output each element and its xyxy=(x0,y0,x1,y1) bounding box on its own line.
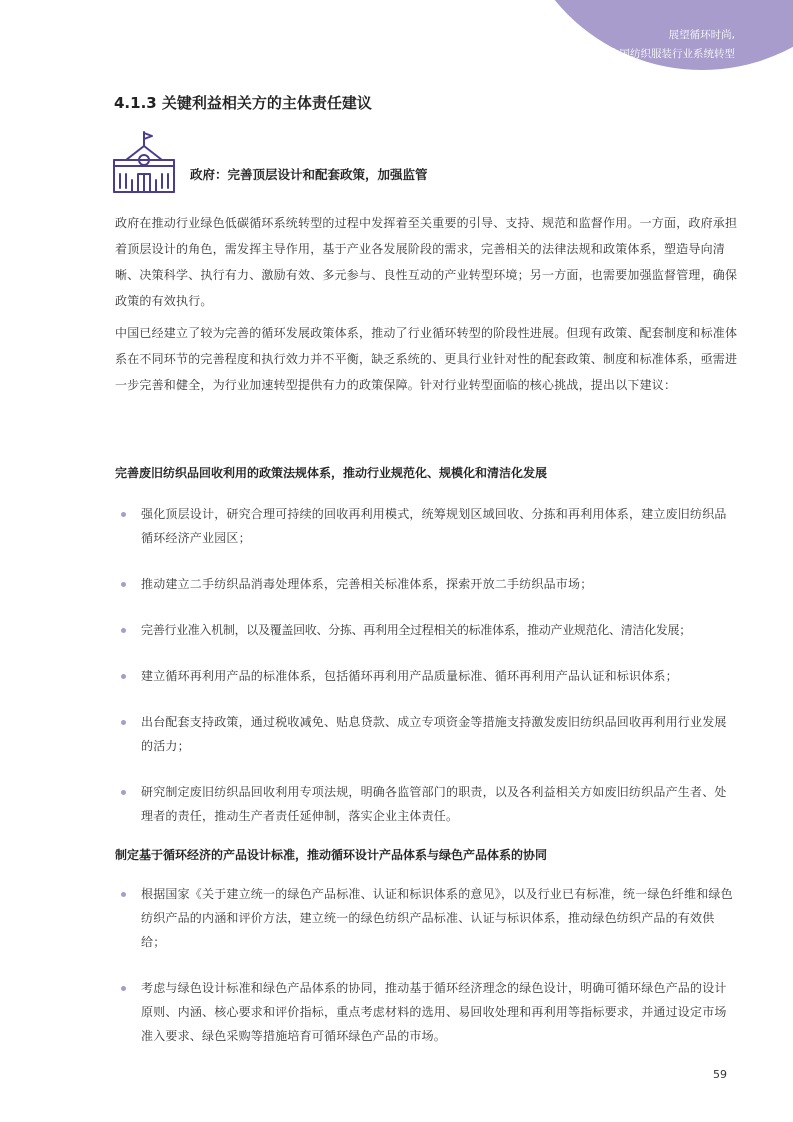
bullet-list-2 xyxy=(117,882,737,1070)
government-heading: 政府：完善顶层设计和配套政策，加强监管 xyxy=(190,167,428,182)
header-tagline-line2: 加速中国纺织服装行业系统转型 xyxy=(588,48,735,60)
list-item-text: 考虑与绿色设计标准和绿色产品体系的协同，推动基于循环经济理念的绿色设计，明确可循环绿色产品的设计原则、内涵、核心要求和评价指标，重点考虑材料的选用、易回收处理和再利用等指标要求，并通过设定市场准入要求、绿色采购等措施培育可循环绿色产品的市场。 xyxy=(141,981,727,1043)
page-number: 59 xyxy=(713,1068,727,1081)
list-item xyxy=(117,976,737,1048)
list-item xyxy=(117,882,737,954)
bullet-dot-icon xyxy=(121,674,126,679)
list-item xyxy=(117,618,737,642)
list-item-text: 推动建立二手纺织品消毒处理体系，完善相关标准体系，探索开放二手纺织品市场； xyxy=(141,577,593,591)
subsection-heading-1: 完善废旧纺织品回收利用的政策法规体系，推动行业规范化、规模化和清洁化发展 xyxy=(115,466,548,480)
government-building-icon xyxy=(112,130,176,194)
subsection-heading-2: 制定基于循环经济的产品设计标准，推动循环设计产品体系与绿色产品体系的协同 xyxy=(115,848,548,862)
bullet-dot-icon xyxy=(121,720,126,725)
list-item xyxy=(117,502,737,550)
list-item xyxy=(117,572,737,596)
bullet-dot-icon xyxy=(121,986,126,991)
list-item-text: 强化顶层设计，研究合理可持续的回收再利用模式，统筹规划区域回收、分拣和再利用体系，建立废旧纺织品循环经济产业园区； xyxy=(141,507,727,545)
list-item-text: 根据国家《关于建立统一的绿色产品标准、认证和标识体系的意见》，以及行业已有标准，统一绿色纤维和绿色纺织产品的内涵和评价方法，建立统一的绿色纺织产品标准、认证与标识体系，推动绿色纺织产品的有效供给； xyxy=(141,887,733,949)
bullet-dot-icon xyxy=(121,628,126,633)
paragraph-1: 政府在推动行业绿色低碳循环系统转型的过程中发挥着至关重要的引导、支持、规范和监督作用。一方面，政府承担着顶层设计的角色，需发挥主导作用，基于产业各发展阶段的需求，完善相关的法律法规和政策体系，塑造导向清晰、决策科学、执行有力、激励有效、多元参与、良性互动的产业转型环境；另一方面，也需要加强监督管理，确保政策的有效执行。 xyxy=(115,216,738,308)
list-item-text: 出台配套支持政策，通过税收减免、贴息贷款、成立专项资金等措施支持激发废旧纺织品回收再利用行业发展的活力； xyxy=(141,715,727,753)
bullet-dot-icon xyxy=(121,892,126,897)
list-item xyxy=(117,780,737,828)
bullet-dot-icon xyxy=(121,790,126,795)
list-item-text: 建立循环再利用产品的标准体系，包括循环再利用产品质量标准、循环再利用产品认证和标识体系； xyxy=(141,669,678,683)
list-item xyxy=(117,664,737,688)
bullet-dot-icon xyxy=(121,512,126,517)
paragraph-2: 中国已经建立了较为完善的循环发展政策体系，推动了行业循环转型的阶段性进展。但现有政策、配套制度和标准体系在不同环节的完善程度和执行效力并不平衡，缺乏系统的、更具行业针对性的配套政策、制度和标准体系，亟需进一步完善和健全，为行业加速转型提供有力的政策保障。针对行业转型面临的核心挑战，提出以下建议： xyxy=(115,326,738,392)
list-item-text: 研究制定废旧纺织品回收利用专项法规，明确各监管部门的职责，以及各利益相关方如废旧纺织品产生者、处理者的责任，推动生产者责任延伸制，落实企业主体责任。 xyxy=(141,785,727,823)
bullet-list-1 xyxy=(117,502,737,850)
header-tagline-line1: 展望循环时尚, xyxy=(668,29,735,41)
header-tagline xyxy=(588,26,735,64)
bullet-dot-icon xyxy=(121,582,126,587)
section-title: 4.1.3 关键利益相关方的主体责任建议 xyxy=(114,94,372,112)
list-item-text: 完善行业准入机制，以及覆盖回收、分拣、再利用全过程相关的标准体系，推动产业规范化、清洁化发展； xyxy=(141,623,691,637)
list-item xyxy=(117,710,737,758)
